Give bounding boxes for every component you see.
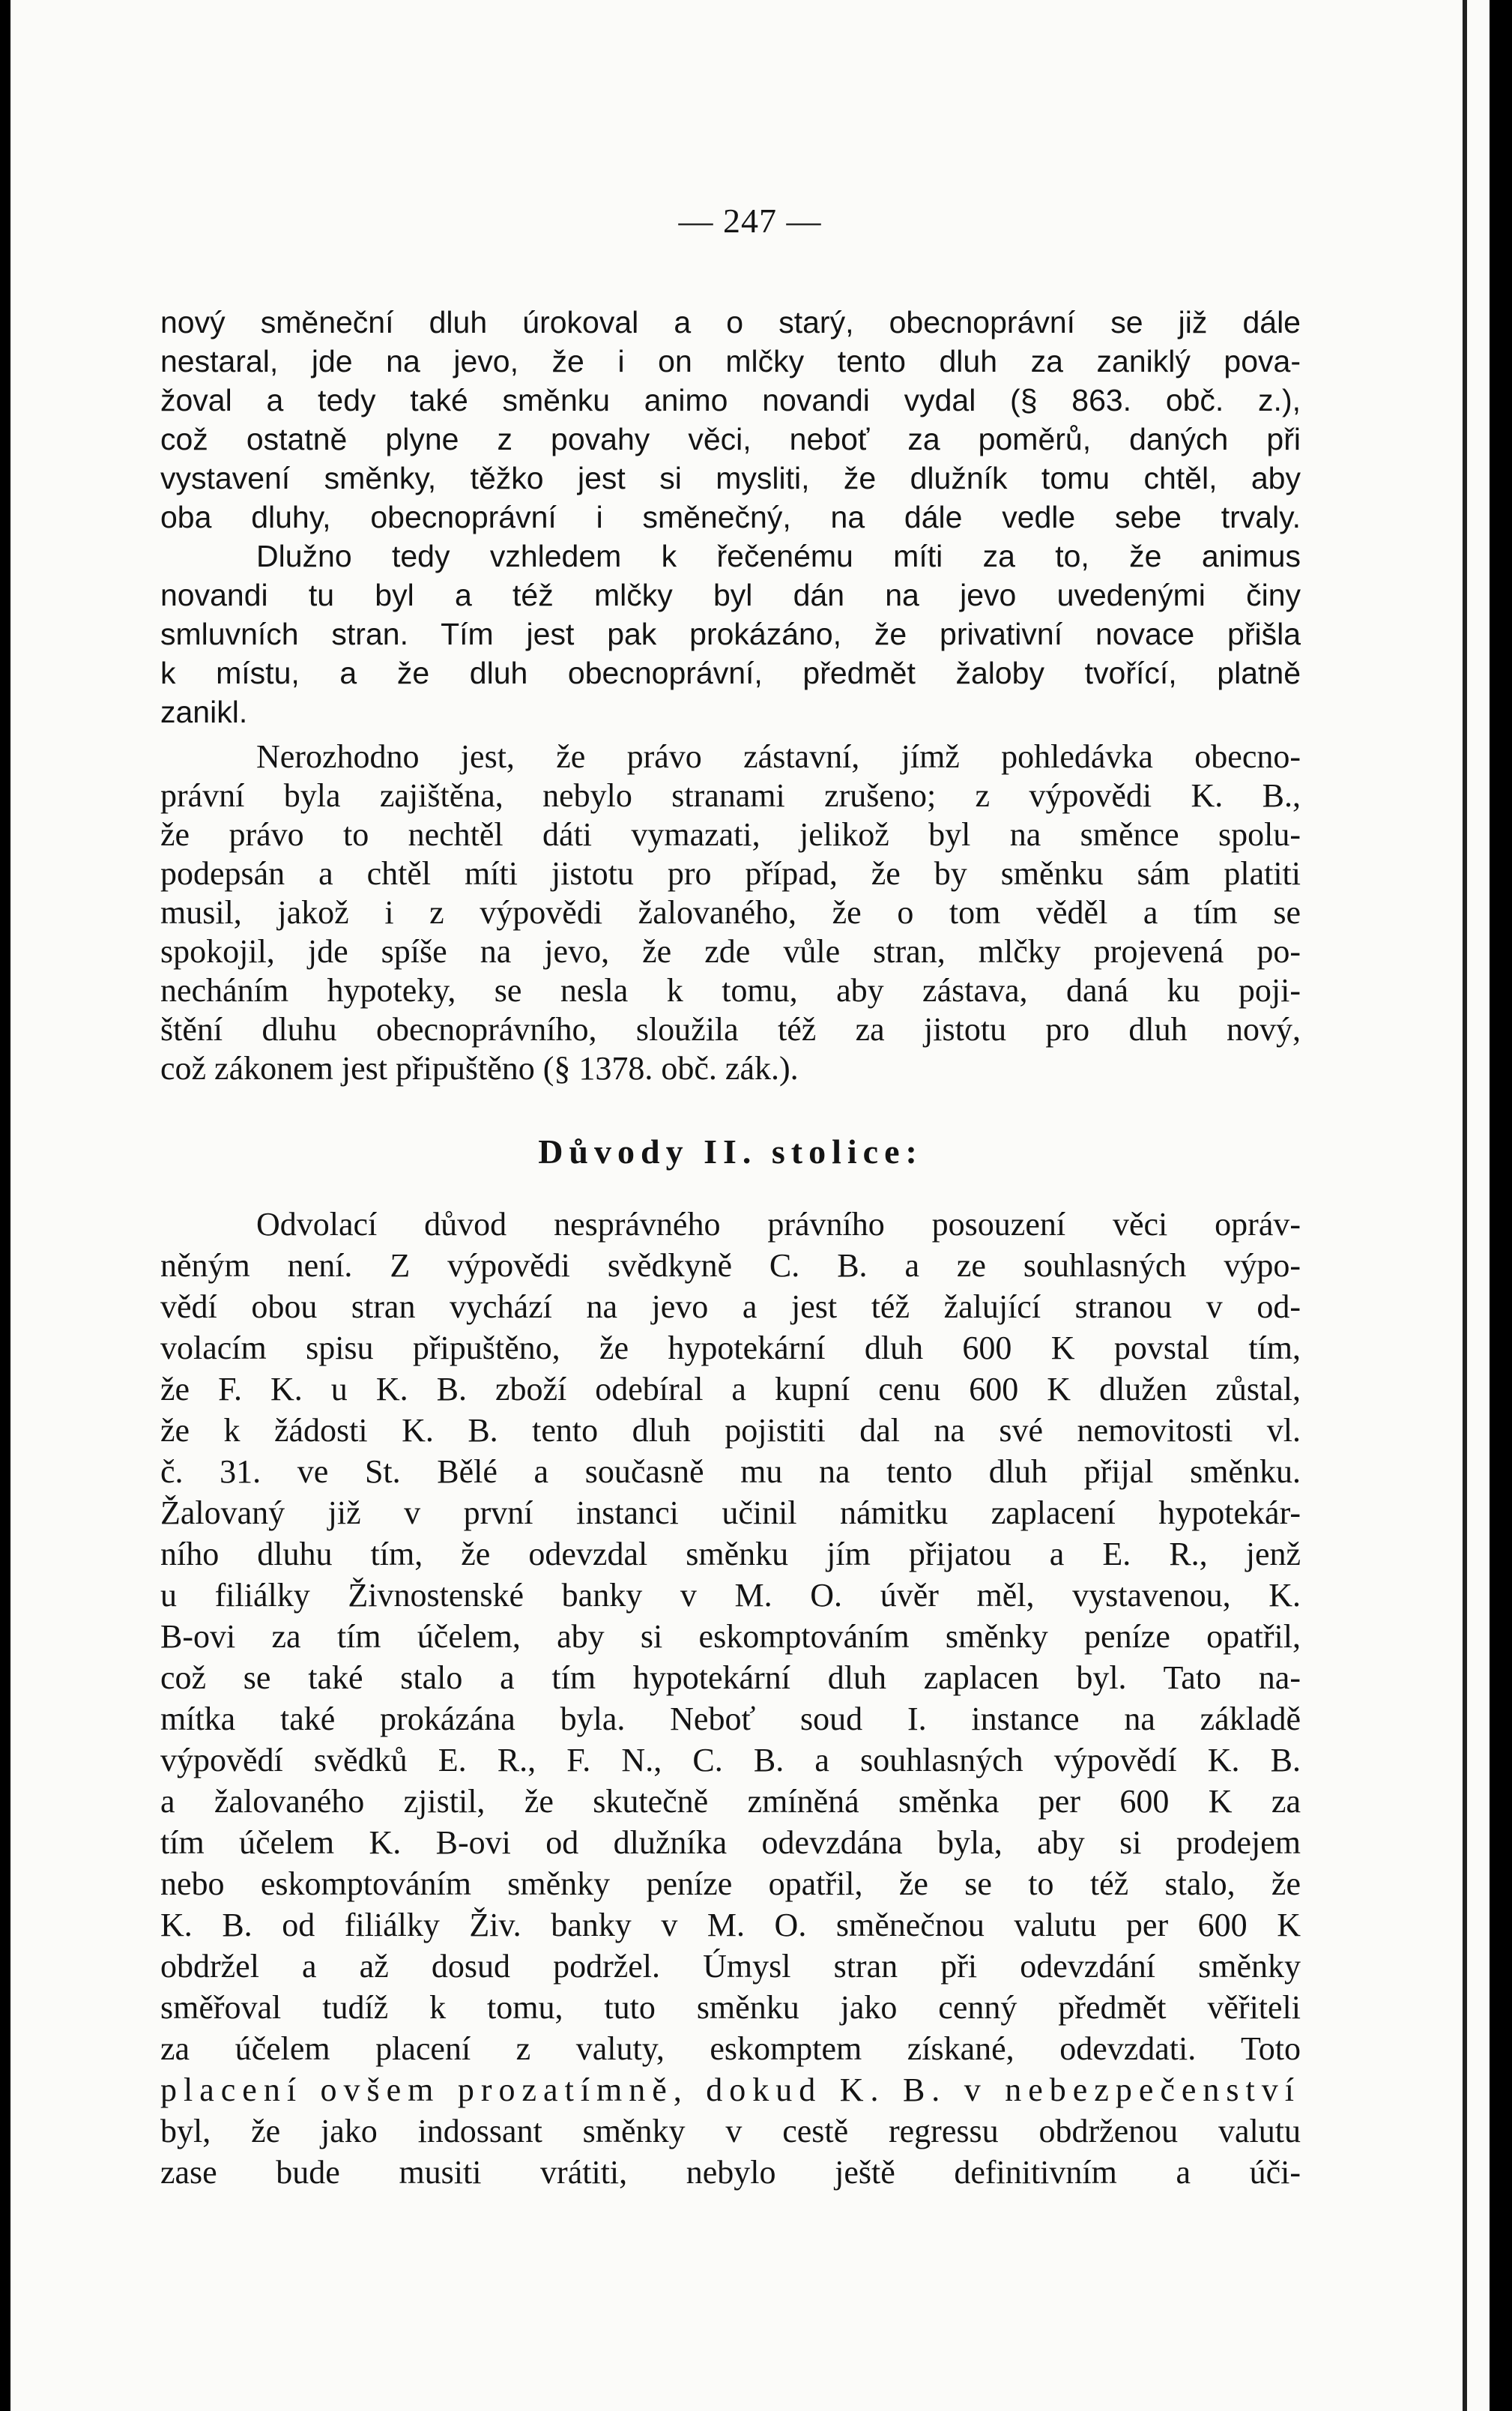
text-line: což zákonem jest připuštěno (§ 1378. obč. zák.).: [160, 1050, 799, 1087]
text-line: oba dluhy, obecnoprávní i směnečný, na dále vedle sebe trvaly.: [160, 500, 1301, 534]
text-line: B-ovi za tím účelem, aby si eskomptováním směnky peníze opatřil,: [160, 1618, 1301, 1655]
text-line: zanikl.: [160, 695, 248, 729]
text-line: musil, jakož i z výpovědi žalovaného, že o tom věděl a tím se: [160, 894, 1301, 931]
text-line: štění dluhu obecnoprávního, sloužila též za jistotu pro dluh nový,: [160, 1011, 1301, 1048]
text-line: právní byla zajištěna, nebylo stranami zrušeno; z výpovědi K. B.,: [160, 777, 1301, 814]
text-line: k místu, a že dluh obecnoprávní, předmět žaloby tvořící, platně: [160, 656, 1301, 690]
book-page: [10, 0, 1490, 2411]
text-line: byl, že jako indossant směnky v cestě regressu obdrženou valutu: [160, 2113, 1301, 2149]
text-line: že k žádosti K. B. tento dluh pojistiti dal na své nemovitosti vl.: [160, 1412, 1301, 1449]
text-line: žoval a tedy také směnku animo novandi vydal (§ 863. obč. z.),: [160, 383, 1301, 417]
text-line: Žalovaný již v první instanci učinil námitku zaplacení hypotekár-: [160, 1494, 1301, 1531]
text-line: nový směneční dluh úrokoval a o starý, obecnoprávní se již dále: [160, 305, 1301, 340]
text-line: a žalovaného zjistil, že skutečně zmíněná směnka per 600 K za: [160, 1783, 1301, 1820]
scan-edge-line: [1463, 0, 1467, 2411]
text-line: něným není. Z výpovědi svědkyně C. B. a ze souhlasných výpo-: [160, 1247, 1301, 1284]
text-line: což ostatně plyne z povahy věci, neboť za poměrů, daných při: [160, 422, 1301, 456]
text-line: zase bude musiti vrátiti, nebylo ještě definitivním a úči-: [160, 2154, 1301, 2191]
text-line: výpovědí svědků E. R., F. N., C. B. a souhlasných výpovědí K. B.: [160, 1742, 1301, 1778]
text-line: Dlužno tedy vzhledem k řečenému míti za to, že animus: [256, 539, 1301, 573]
text-line: mítka také prokázána byla. Neboť soud I. instance na základě: [160, 1701, 1301, 1737]
text-line: ního dluhu tím, že odevzdal směnku jím přijatou a E. R., jenž: [160, 1536, 1301, 1572]
text-line: novandi tu byl a též mlčky byl dán na jevo uvedenými činy: [160, 578, 1301, 612]
text-line: spokojil, jde spíše na jevo, že zde vůle stran, mlčky projevená po-: [160, 933, 1301, 970]
text-line: směřoval tudíž k tomu, tuto směnku jako cenný předmět věřiteli: [160, 1989, 1301, 2026]
text-line: placení ovšem prozatímně, dokud K. B. v nebezpečenství: [160, 2071, 1301, 2108]
text-line: že právo to nechtěl dáti vymazati, jelikož byl na směnce spolu-: [160, 816, 1301, 853]
text-line: což se také stalo a tím hypotekární dluh zaplacen byl. Tato na-: [160, 1659, 1301, 1696]
text-line: obdržel a až dosud podržel. Úmysl stran při odevzdání směnky: [160, 1948, 1301, 1985]
text-line: u filiálky Živnostenské banky v M. O. úvěr měl, vystavenou, K.: [160, 1577, 1301, 1614]
text-line: Odvolací důvod nesprávného právního posouzení věci opráv-: [256, 1206, 1301, 1243]
text-line: smluvních stran. Tím jest pak prokázáno, že privativní novace přišla: [160, 617, 1301, 651]
text-line: necháním hypoteky, se nesla k tomu, aby zástava, daná ku poji-: [160, 972, 1301, 1009]
text-line: č. 31. ve St. Bělé a současně mu na tento dluh přijal směnku.: [160, 1453, 1301, 1490]
section-heading: Důvody II. stolice:: [538, 1132, 923, 1171]
text-line: nebo eskomptováním směnky peníze opatřil, že se to též stalo, že: [160, 1865, 1301, 1902]
text-line: K. B. od filiálky Živ. banky v M. O. směnečnou valutu per 600 K: [160, 1907, 1301, 1943]
text-line: za účelem placení z valuty, eskomptem získané, odevzdati. Toto: [160, 2030, 1301, 2067]
page-number: — 247 —: [678, 202, 822, 240]
text-line: Nerozhodno jest, že právo zástavní, jímž pohledávka obecno-: [256, 738, 1301, 775]
text-line: že F. K. u K. B. zboží odebíral a kupní cenu 600 K dlužen zůstal,: [160, 1371, 1301, 1407]
text-line: vědí obou stran vychází na jevo a jest též žalující stranou v od-: [160, 1288, 1301, 1325]
text-line: nestaral, jde na jevo, že i on mlčky tento dluh za zaniklý pova-: [160, 344, 1301, 378]
text-line: tím účelem K. B-ovi od dlužníka odevzdána byla, aby si prodejem: [160, 1824, 1301, 1861]
text-line: vystavení směnky, těžko jest si mysliti, že dlužník tomu chtěl, aby: [160, 461, 1301, 495]
text-line: volacím spisu připuštěno, že hypotekární dluh 600 K povstal tím,: [160, 1330, 1301, 1366]
text-line: podepsán a chtěl míti jistotu pro případ, že by směnku sám platiti: [160, 855, 1301, 892]
